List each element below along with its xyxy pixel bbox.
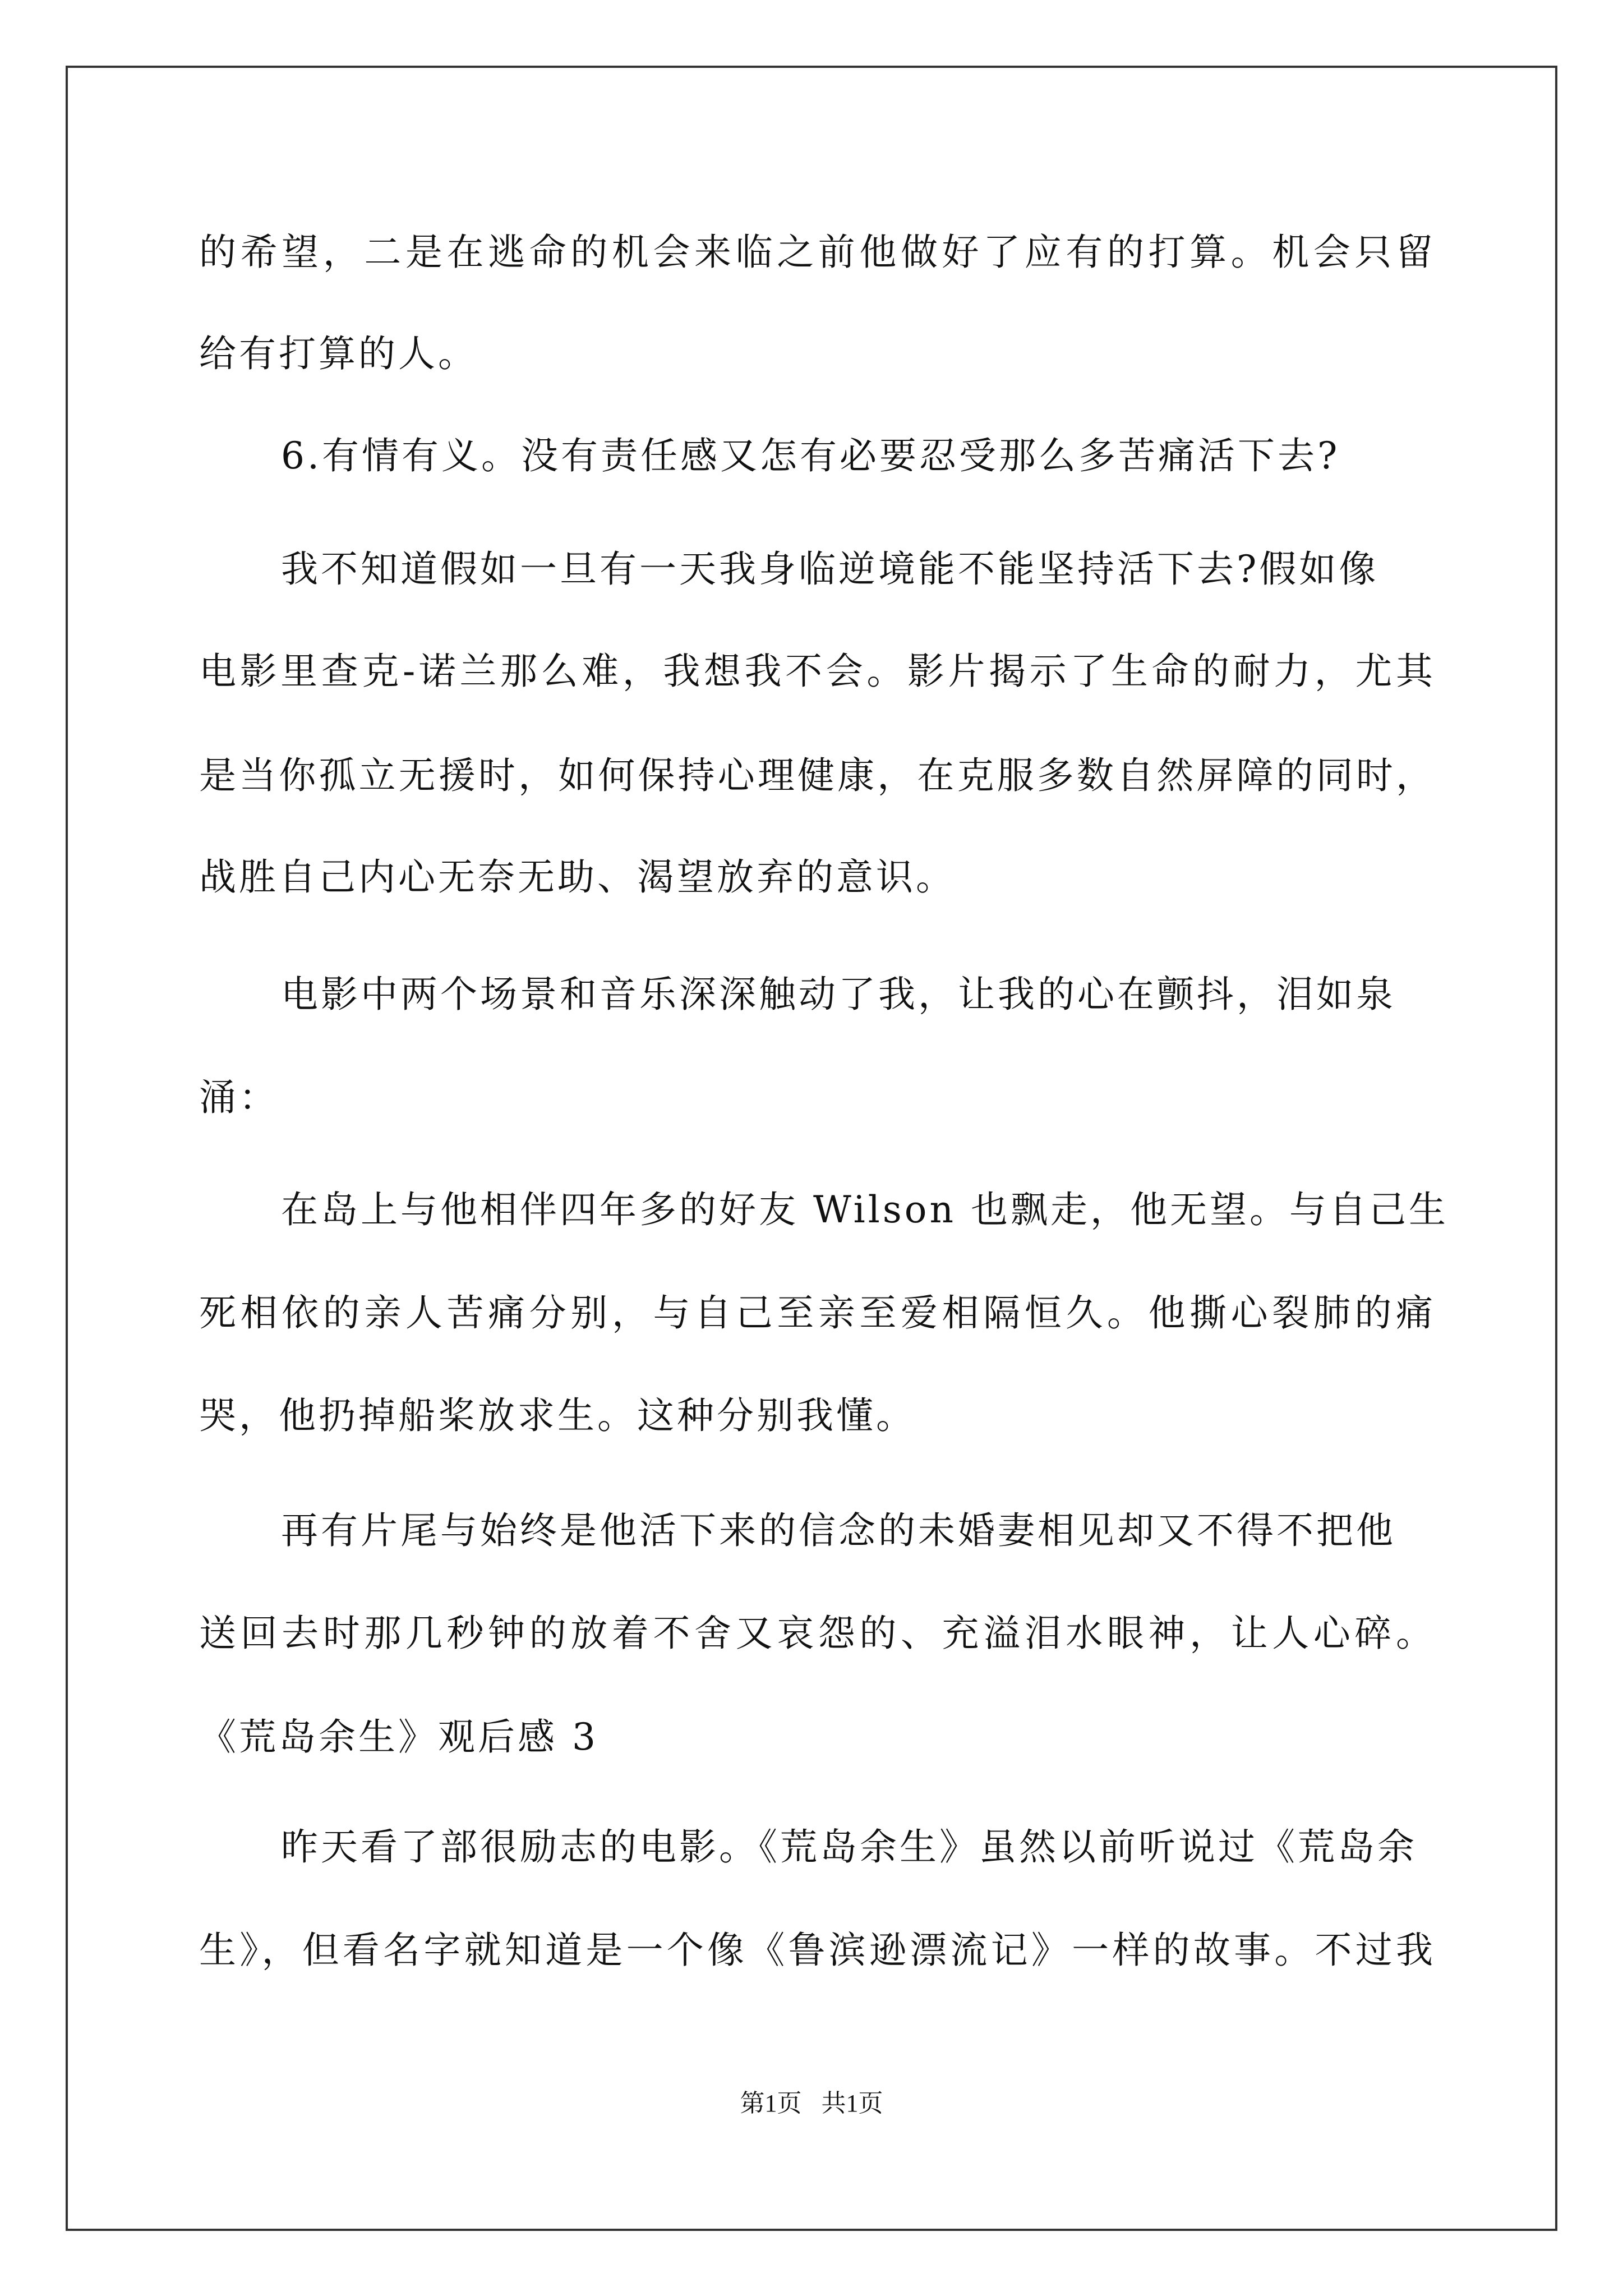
section-heading: 《荒岛余生》观后感 3: [199, 1715, 598, 1759]
text-line: 我不知道假如一旦有一天我身临逆境能不能坚持活下去?假如像: [281, 547, 1379, 591]
page-border: [66, 66, 1557, 2231]
text-line: 电影中两个场景和音乐深深触动了我，让我的心在颤抖，泪如泉: [281, 973, 1396, 1016]
page-number: 第1页: [740, 2090, 802, 2117]
text-line: 再有片尾与始终是他活下来的信念的未婚妻相见却又不得不把他: [281, 1509, 1396, 1552]
text-line: 生》，但看名字就知道是一个像《鲁滨逊漂流记》一样的故事。不过我: [199, 1929, 1433, 1972]
text-line: 电影里查克-诺兰那么难，我想我不会。影片揭示了生命的耐力，尤其: [199, 650, 1433, 693]
page-total: 共1页: [821, 2090, 883, 2117]
text-line: 是当你孤立无援时，如何保持心理健康，在克服多数自然屏障的同时，: [199, 754, 1433, 797]
text-line: 昨天看了部很励志的电影。《荒岛余生》虽然以前听说过《荒岛余: [281, 1825, 1417, 1869]
text-line: 战胜自己内心无奈无助、渴望放弃的意识。: [199, 855, 956, 899]
text-line: 哭，他扔掉船桨放求生。这种分别我懂。: [199, 1394, 916, 1437]
text-line: 死相依的亲人苦痛分别，与自己至亲至爱相隔恒久。他撕心裂肺的痛: [199, 1291, 1433, 1335]
text-line: 的希望，二是在逃命的机会来临之前他做好了应有的打算。机会只留: [199, 231, 1433, 274]
text-line: 给有打算的人。: [199, 332, 478, 375]
text-line: 送回去时那几秒钟的放着不舍又哀怨的、充溢泪水眼神，让人心碎。: [199, 1612, 1433, 1655]
text-line: 在岛上与他相伴四年多的好友 Wilson 也飘走，他无望。与自己生: [281, 1188, 1449, 1231]
page-footer: [0, 2087, 1623, 2120]
text-line: 涌：: [199, 1076, 279, 1119]
text-line: 6.有情有义。没有责任感又怎有必要忍受那么多苦痛活下去?: [281, 434, 1340, 477]
